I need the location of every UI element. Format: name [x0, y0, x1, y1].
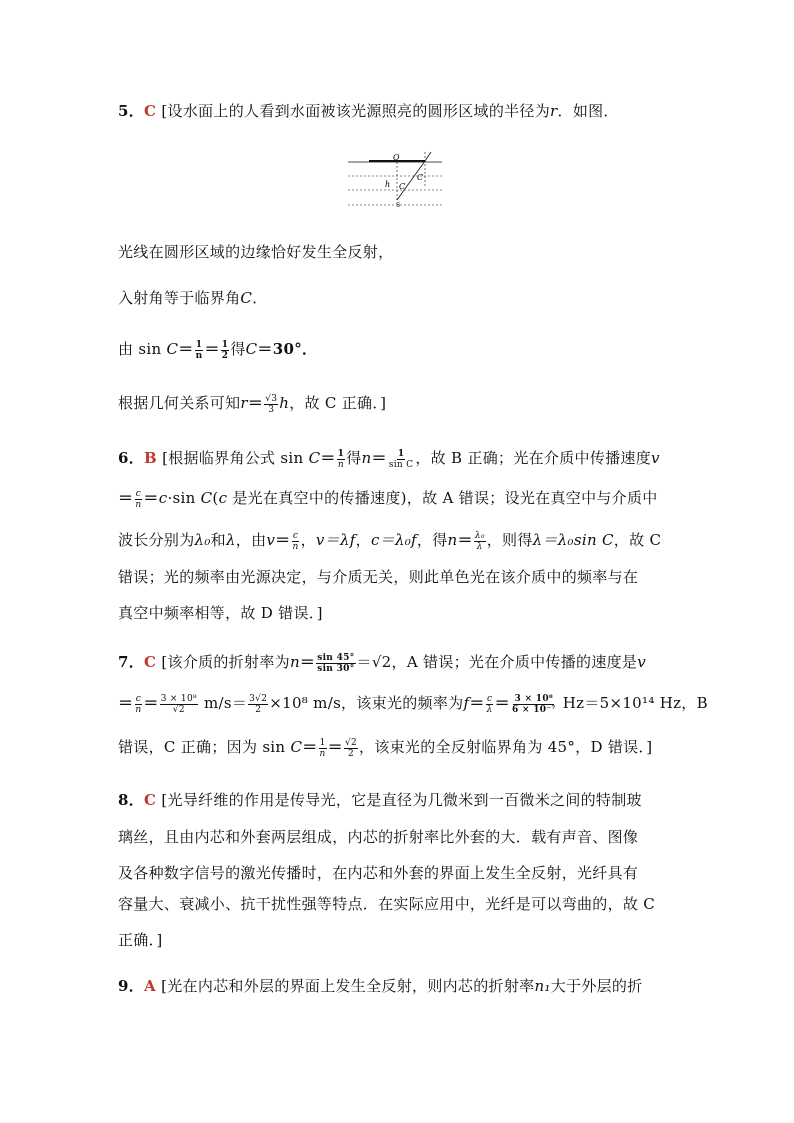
question-number: 5．: [118, 102, 145, 120]
fraction: [160, 694, 198, 715]
var-c: C: [245, 340, 258, 358]
fraction: [248, 694, 268, 715]
var-c: C: [166, 340, 179, 358]
denominator: n: [319, 748, 326, 759]
var-h: h: [279, 394, 290, 412]
denominator: λ: [486, 704, 493, 715]
var-f: f: [463, 694, 470, 712]
text: 正确．]: [118, 931, 163, 949]
denominator: 2: [255, 704, 262, 715]
q7-line-2: [118, 692, 708, 715]
text: ，故 C 正确．]: [289, 394, 387, 412]
fraction: [221, 340, 230, 361]
text: 及各种数字信号的激光传播时，在内芯和外套的界面上发生全反射，光纤具有: [118, 864, 639, 882]
q6-line-3: [118, 529, 661, 552]
fraction: [474, 531, 486, 552]
text: ＝30°．: [257, 340, 318, 358]
var-c: C: [240, 289, 253, 307]
text: ＝: [371, 449, 387, 467]
text: ＝: [275, 531, 291, 549]
text: [根据临界角公式 sin: [162, 449, 304, 467]
question-number: 8．: [118, 791, 145, 809]
text: [光在内芯和外层的界面上发生全反射，则内芯的折射率: [161, 977, 535, 995]
text: ＝: [143, 694, 159, 712]
q8-line-4: [118, 893, 655, 914]
numerator: √2: [344, 737, 358, 748]
q8-line-3: [118, 862, 638, 883]
fraction: [337, 449, 346, 470]
text: ＝√2，A 错误；光在介质中传播的速度是: [356, 653, 638, 671]
text: ，该束光的全反射临界角为 45°，D 错误．]: [359, 738, 653, 756]
denominator: n: [135, 499, 142, 510]
numerator: c: [135, 693, 142, 704]
text: 由 sin: [118, 340, 162, 358]
fraction: [134, 489, 142, 510]
denominator: n: [337, 459, 344, 470]
var-r: r: [550, 102, 558, 120]
q5-line-3: [118, 287, 268, 308]
text: 得: [346, 449, 362, 467]
numerator: λ₀: [474, 530, 485, 541]
q7-line-1: [118, 651, 646, 674]
refraction-diagram: [345, 148, 445, 210]
text: 错误，C 正确；因为 sin: [118, 738, 286, 756]
fraction: [511, 694, 557, 715]
fraction: [264, 394, 278, 415]
text: 璃丝，且由内芯和外套两层组成，内芯的折射率比外套的大．载有声音、图像: [118, 828, 639, 846]
text: ＝: [457, 531, 473, 549]
text: ＝: [118, 694, 134, 712]
fraction: [291, 531, 299, 552]
q6-line-4: [118, 566, 638, 587]
text: ＝: [178, 340, 194, 358]
label-o: O: [393, 153, 400, 162]
fraction: [344, 738, 358, 759]
text: ，由: [235, 531, 267, 549]
q8-line-2: [118, 826, 638, 847]
denominator: sin C: [388, 459, 414, 470]
numerator: √3: [265, 393, 278, 404]
numerator: 1: [221, 339, 229, 350]
formula: v＝λf: [315, 531, 356, 549]
answer-letter: C: [144, 102, 157, 120]
text: 大于外层的折: [550, 977, 643, 995]
q6-line-5: [118, 602, 323, 623]
denominator: n: [195, 350, 203, 361]
label-h: h: [385, 180, 391, 189]
text: 入射角等于临界角: [118, 289, 241, 307]
denominator: √2: [172, 704, 185, 715]
var-r: r: [240, 394, 248, 412]
fraction: [486, 694, 494, 715]
denominator: sin 30°: [317, 663, 355, 674]
var-lambda0: λ₀: [194, 531, 211, 549]
text: 错误；光的频率由光源决定，与介质无关，则此单色光在该介质中的频率与在: [118, 568, 639, 586]
q9-line-1: [118, 975, 643, 996]
denominator: 6 × 10⁻⁷: [511, 704, 556, 715]
var-lambda: λ: [225, 531, 236, 549]
fraction: [134, 694, 142, 715]
label-s: S: [396, 202, 401, 209]
answer-letter: A: [144, 977, 156, 995]
question-number: 7．: [118, 653, 145, 671]
q6-line-2: [118, 487, 658, 510]
var-c: C: [200, 489, 213, 507]
text: 得: [230, 340, 246, 358]
answer-letter: C: [144, 653, 157, 671]
numerator: 1: [195, 339, 203, 350]
var-n1: n₁: [534, 977, 551, 995]
var-n: n: [289, 653, 300, 671]
text: 真空中频率相等，故 D 错误．]: [118, 604, 323, 622]
text: ＝: [302, 738, 318, 756]
fraction: [388, 449, 415, 470]
denominator: λ: [476, 541, 483, 552]
formula: c＝λ₀f: [370, 531, 417, 549]
text: ，得: [416, 531, 448, 549]
numerator: 1: [397, 448, 405, 459]
q5-line-5: [118, 392, 386, 415]
answer-letter: C: [144, 791, 157, 809]
var-c: c: [218, 489, 228, 507]
numerator: 1: [319, 737, 326, 748]
var-c: C: [290, 738, 303, 756]
text: ，故 B 正确；光在介质中传播速度: [415, 449, 652, 467]
text: 光线在圆形区域的边缘恰好发生全反射，: [118, 243, 394, 261]
numerator: 3 × 10⁸: [514, 693, 554, 704]
var-v: v: [651, 449, 660, 467]
fraction: [319, 738, 327, 759]
text: 和: [210, 531, 226, 549]
formula: λ＝λ₀sin C: [532, 531, 614, 549]
numerator: sin 45°: [317, 652, 355, 663]
var-v: v: [266, 531, 276, 549]
label-c-top: C: [417, 173, 424, 182]
text: ＝: [118, 489, 134, 507]
denominator: 3: [268, 404, 275, 415]
text: ＝: [299, 653, 316, 671]
q8-line-1: [118, 789, 642, 810]
numerator: c: [135, 488, 142, 499]
q6-line-1: [118, 447, 660, 470]
text: 容量大、衰减小、抗干扰性强等特点．在实际应用中，光纤是可以弯曲的，故 C: [118, 895, 656, 913]
text: ＝: [143, 489, 159, 507]
text: [设水面上的人看到水面被该光源照亮的圆形区域的半径为: [161, 102, 551, 120]
var-v: v: [637, 653, 647, 671]
numerator: c: [486, 693, 493, 704]
denominator: 2: [347, 748, 355, 759]
text: ，故 C: [613, 531, 662, 549]
q5-line-4: 由 sin C＝ $\frac{1}{n}$ ＝ $\frac{1}{2}$ 得C＝30°．: [118, 339, 318, 361]
var-c: C: [308, 449, 321, 467]
text: ＝: [494, 694, 510, 712]
text: [该介质的折射率为: [161, 653, 290, 671]
q5-line-2: [118, 241, 393, 262]
numerator: c: [292, 530, 299, 541]
text: (: [212, 489, 219, 507]
text: ，则得: [486, 531, 533, 549]
text: ×10⁸ m/s，该束光的频率为: [269, 694, 464, 712]
label-c-bottom: C: [399, 182, 406, 191]
var-c: c: [158, 489, 168, 507]
text: 根据几何关系可知: [118, 394, 241, 412]
var-n: n: [361, 449, 372, 467]
denominator: n: [135, 704, 142, 715]
text: ．如图．: [557, 102, 619, 120]
q8-line-5: [118, 929, 163, 950]
numerator: 1: [337, 448, 345, 459]
numerator: 3√2: [249, 693, 268, 704]
text: ＝: [327, 738, 343, 756]
text: ·sin: [167, 489, 196, 507]
question-number: 9．: [118, 977, 145, 995]
fraction: [195, 340, 204, 361]
fraction: [316, 653, 355, 674]
text: [光导纤维的作用是传导光，它是直径为几微米到一百微米之间的特制玻: [161, 791, 642, 809]
text: ＝: [469, 694, 485, 712]
numerator: 3 × 10⁸: [160, 693, 197, 704]
text: Hz＝5×10¹⁴ Hz，B: [562, 694, 708, 712]
text: ＝: [320, 449, 336, 467]
text: ，: [355, 531, 371, 549]
q7-line-3: [118, 736, 652, 759]
denominator: 2: [221, 350, 229, 361]
q5-line-1: [118, 100, 619, 121]
text: ，: [300, 531, 316, 549]
var-n: n: [447, 531, 458, 549]
text: ．: [252, 289, 268, 307]
text: 波长分别为: [118, 531, 195, 549]
text: ＝: [247, 394, 264, 412]
answer-letter: B: [144, 449, 158, 467]
text: 是光在真空中的传播速度)，故 A 错误；设光在真空中与介质中: [232, 489, 658, 507]
denominator: n: [292, 541, 299, 552]
text: m/s＝: [203, 694, 248, 712]
question-number: 6．: [118, 449, 145, 467]
